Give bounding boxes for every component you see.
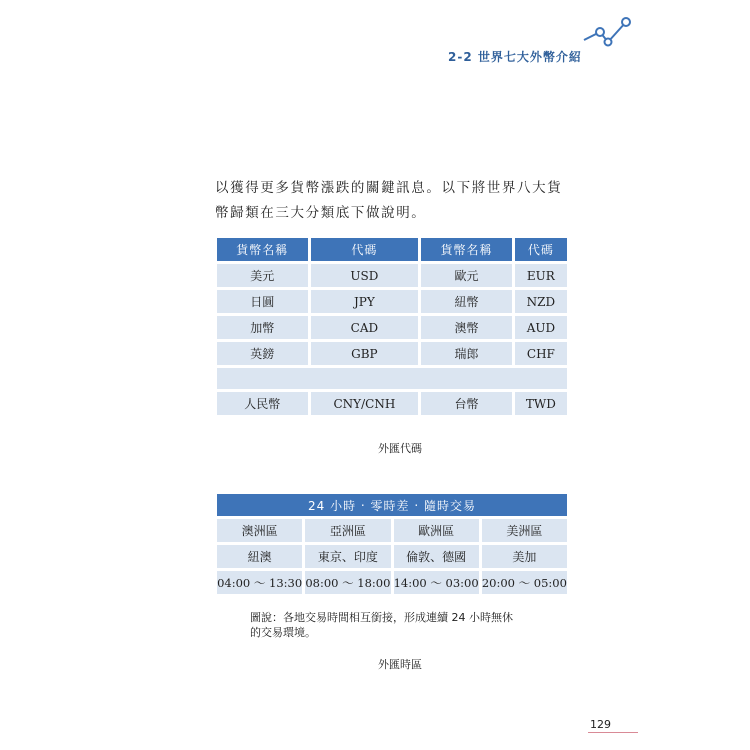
table-cell: 加幣 [217,316,308,339]
time-cell: 04:00 ～ 13:30 [217,571,302,594]
table-header-row [217,494,567,516]
empty-cell [217,368,567,389]
table-caption: 外匯時區 [378,658,422,671]
header-code: 代碼 [515,238,567,261]
table-row-empty [217,368,567,389]
place-cell: 東京、印度 [305,545,390,568]
time-cell: 08:00 ～ 18:00 [305,571,390,594]
chart-nodes-icon [578,12,638,48]
table-row [217,545,567,568]
table-row [217,519,567,542]
table-cell: CNY/CNH [311,392,419,415]
table-cell: GBP [311,342,419,365]
region-cell: 亞洲區 [305,519,390,542]
note-line: 的交易環境。 [250,626,316,639]
place-cell: 倫敦、德國 [394,545,479,568]
table-cell: 台幣 [421,392,512,415]
table-row [217,342,567,365]
page-number-underline [588,732,638,733]
table-cell: TWD [515,392,567,415]
table-cell: AUD [515,316,567,339]
time-cell: 20:00 ～ 05:00 [482,571,567,594]
table-row [217,392,567,415]
place-cell: 美加 [482,545,567,568]
region-cell: 歐洲區 [394,519,479,542]
time-cell: 14:00 ～ 03:00 [394,571,479,594]
table-cell: 紐幣 [421,290,512,313]
paragraph-line: 幣歸類在三大分類底下做說明。 [215,205,427,221]
table-cell: USD [311,264,419,287]
table-cell: 歐元 [421,264,512,287]
table-cell: CAD [311,316,419,339]
header-code: 代碼 [311,238,419,261]
section-title: 2-2 世界七大外幣介紹 [448,50,582,64]
currency-code-table [214,235,570,418]
table-cell: EUR [515,264,567,287]
place-cell: 紐澳 [217,545,302,568]
body-paragraph [215,176,585,226]
table-row [217,316,567,339]
note-line: 圖說：各地交易時間相互銜接，形成連續 24 小時無休 [250,611,513,624]
page-number: 129 [590,718,611,731]
table-cell: 瑞郎 [421,342,512,365]
table-cell: 人民幣 [217,392,308,415]
table-cell: 日圓 [217,290,308,313]
table-caption: 外匯代碼 [378,442,422,455]
table-cell: 英鎊 [217,342,308,365]
zones-title: 24 小時 ‧ 零時差 ‧ 隨時交易 [217,494,567,516]
header-currency-name: 貨幣名稱 [217,238,308,261]
table-cell: NZD [515,290,567,313]
paragraph-line: 以獲得更多貨幣漲跌的關鍵訊息。以下將世界八大貨 [215,180,563,196]
figure-note [250,610,550,640]
table-cell: CHF [515,342,567,365]
trading-zones-table [214,491,570,597]
region-cell: 美洲區 [482,519,567,542]
table-cell: JPY [311,290,419,313]
table-cell: 美元 [217,264,308,287]
table-row [217,264,567,287]
table-header-row [217,238,567,261]
header-currency-name: 貨幣名稱 [421,238,512,261]
table-row [217,290,567,313]
table-row [217,571,567,594]
table-cell: 澳幣 [421,316,512,339]
region-cell: 澳洲區 [217,519,302,542]
